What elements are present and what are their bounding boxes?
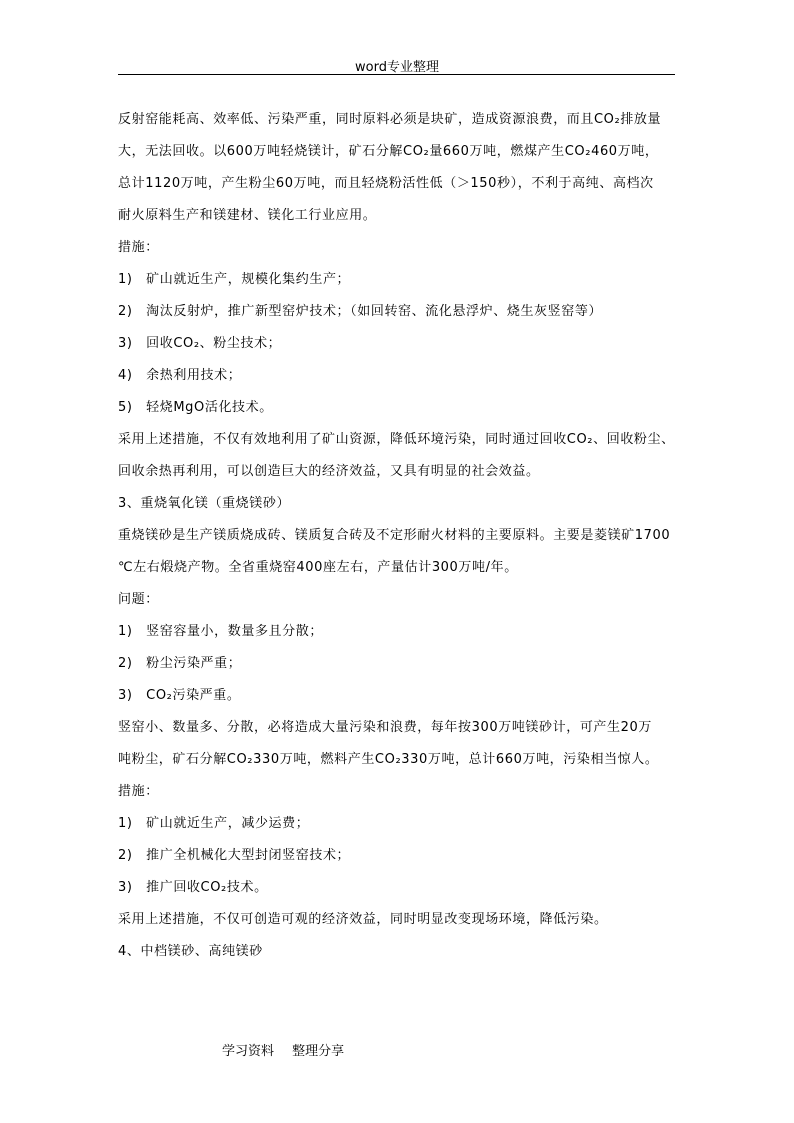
body-line: 重烧镁砂是生产镁质烧成砖、镁质复合砖及不定形耐火材料的主要原料。主要是菱镁矿1700 — [118, 528, 671, 543]
section-label: 问题： — [118, 592, 159, 607]
section-label: 措施： — [118, 784, 159, 799]
list-item: 2) 推广全机械化大型封闭竖窑技术； — [118, 848, 351, 863]
body-line: 反射窑能耗高、效率低、污染严重，同时原料必须是块矿，造成资源浪费，而且CO₂排放量 — [118, 112, 662, 127]
body-line: 大，无法回收。以600万吨轻烧镁计，矿石分解CO₂量660万吨，燃煤产生CO₂460万吨， — [118, 144, 659, 159]
header-rule — [118, 74, 675, 75]
body-line: 竖窑小、数量多、分散，必将造成大量污染和浪费，每年按300万吨镁砂计，可产生20万 — [118, 720, 652, 735]
body-line: 耐火原料生产和镁建材、镁化工行业应用。 — [118, 208, 377, 223]
list-item: 2) 淘汰反射炉，推广新型窑炉技术；（如回转窑、流化悬浮炉、烧生灰竖窑等） — [118, 304, 603, 319]
body-line: 采用上述措施，不仅可创造可观的经济效益，同时明显改变现场环境，降低污染。 — [118, 912, 608, 927]
body-line: 回收余热再利用，可以创造巨大的经济效益，又具有明显的社会效益。 — [118, 464, 540, 479]
list-item: 5) 轻烧MgO活化技术。 — [118, 400, 273, 415]
footer-left-text: 学习资料 — [222, 1044, 275, 1059]
body-line: 采用上述措施，不仅有效地利用了矿山资源，降低环境污染，同时通过回收CO₂、回收粉尘、 — [118, 432, 675, 447]
body-line: 总计1120万吨，产生粉尘60万吨，而且轻烧粉活性低（＞150秒），不利于高纯、高档次 — [118, 176, 654, 191]
list-item: 3) 回收CO₂、粉尘技术； — [118, 336, 282, 351]
list-item: 1) 矿山就近生产，规模化集约生产； — [118, 272, 351, 287]
section-label: 措施： — [118, 240, 159, 255]
document-body — [118, 104, 678, 968]
list-item: 4) 余热利用技术； — [118, 368, 242, 383]
list-item: 3) CO₂污染严重。 — [118, 688, 241, 703]
list-item: 3) 推广回收CO₂技术。 — [118, 880, 268, 895]
body-line: ℃左右煅烧产物。全省重烧窑400座左右，产量估计300万吨/年。 — [118, 560, 518, 575]
list-item: 1) 矿山就近生产，减少运费； — [118, 816, 310, 831]
list-item: 2) 粉尘污染严重； — [118, 656, 242, 671]
page-header: word专业整理 — [355, 60, 439, 75]
footer-right-text: 整理分享 — [292, 1044, 345, 1059]
section-heading: 3、重烧氧化镁（重烧镁砂） — [118, 496, 291, 511]
page-footer — [222, 1040, 358, 1059]
body-line: 吨粉尘，矿石分解CO₂330万吨，燃料产生CO₂330万吨，总计660万吨，污染相当惊人。 — [118, 752, 659, 767]
list-item: 1) 竖窑容量小，数量多且分散； — [118, 624, 323, 639]
section-heading: 4、中档镁砂、高纯镁砂 — [118, 944, 263, 959]
